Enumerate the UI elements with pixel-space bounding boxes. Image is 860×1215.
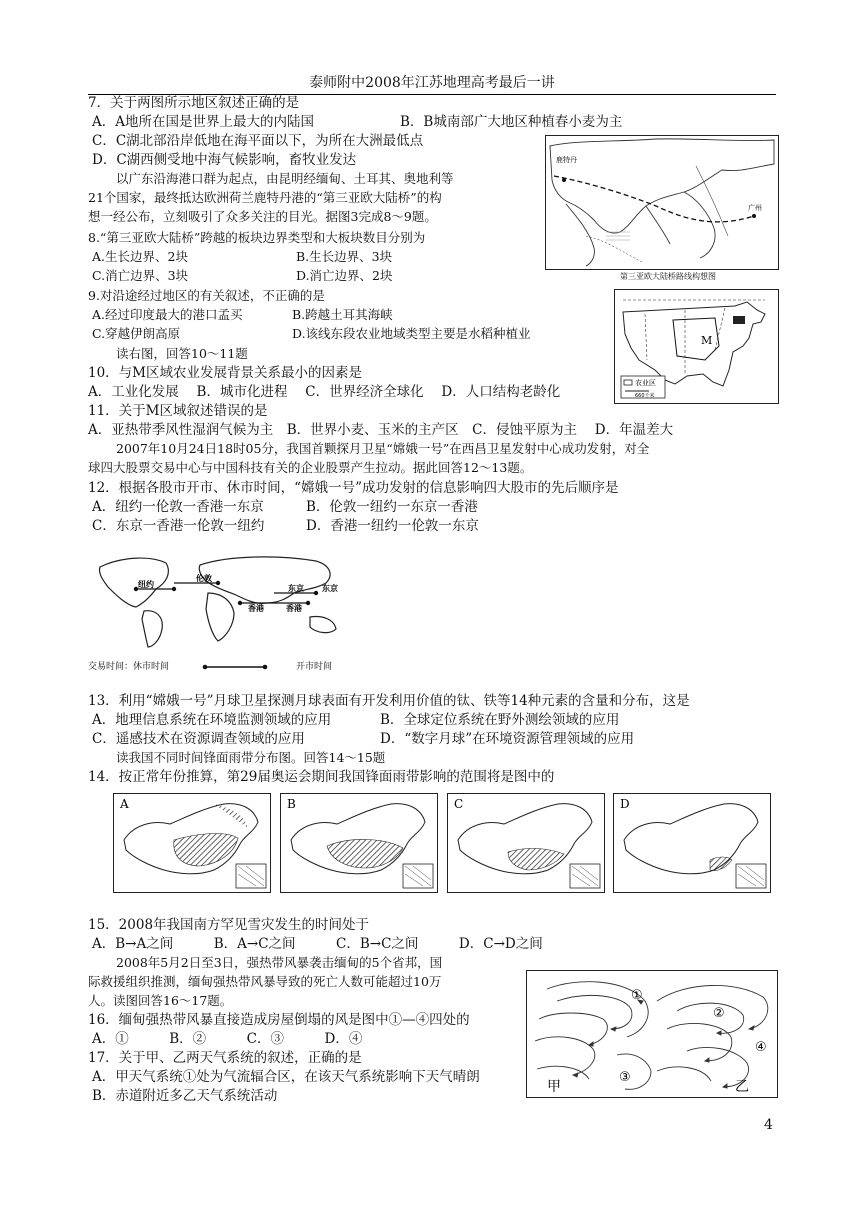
q15-options: A．B→A之间 B．A→C之间 C．B→C之间 D．C→D之间 (92, 936, 543, 952)
bridge-map-caption: 第三亚欧大陆桥路线构想图 (620, 272, 716, 281)
q9-stem: 9.对沿途经过地区的有关叙述，不正确的是 (88, 288, 325, 303)
city-label-hongkong-left: 香港 (248, 604, 264, 613)
stock-legend-right: 开市时间 (296, 662, 333, 672)
intro-16-line3: 人。读图回答16～17题。 (88, 993, 233, 1008)
q7-option-d: D．C湖西侧受地中海气候影响，畜牧业发达 (92, 152, 357, 168)
intro-16-line2: 际救援组织推测，缅甸强热带风暴导致的死亡人数可能超过10万 (88, 974, 442, 989)
city-label-hongkong-right: 香港 (286, 604, 302, 613)
weather-systems-figure (526, 970, 778, 1098)
intro-8-line3: 想一经公布，立刻吸引了众多关注的目光。据图3完成8～9题。 (88, 209, 437, 224)
weather-mark-4: ④ (755, 1040, 767, 1055)
rainbelt-label-b: B (287, 797, 296, 811)
usa-legend-label: 农业区 (635, 379, 656, 387)
q9-option-b: B.跨越土耳其海峡 (292, 307, 393, 322)
q13-stem: 13．利用“嫦娥一号”月球卫星探测月球表面有开发利用价值的钛、铁等14种元素的含量和分布，这是 (88, 693, 690, 709)
q9-option-d: D.该线东段农业地域类型主要是水稻种植业 (292, 326, 531, 341)
rainbelt-label-a: A (120, 797, 129, 811)
q9-option-a: A.经过印度最大的港口孟买 (92, 307, 243, 322)
q8-option-a: A.生长边界、2块 (92, 249, 188, 264)
q11-options: A．亚热带季风性湿润气候为主 B．世界小麦、玉米的主产区 C．侵蚀平原为主 D．年温差大 (88, 422, 674, 438)
eurasia-bridge-map (545, 135, 779, 270)
city-label-london: 伦敦 (196, 574, 212, 583)
q17-option-a: A．甲天气系统①处为气流辐合区，在该天气系统影响下天气晴朗 (92, 1069, 480, 1085)
intro-12-line2: 球四大股票交易中心与中国科技有关的企业股票产生拉动。据此回答12～13题。 (88, 460, 533, 475)
intro-10: 读右图，回答10～11题 (116, 346, 248, 361)
city-label-tokyo-left: 东京 (288, 584, 304, 593)
world-stock-map (90, 549, 362, 649)
q8-option-b: B.生长边界、3块 (296, 249, 393, 264)
q14-stem: 14．按正常年份推算，第29届奥运会期间我国锋面雨带影响的范围将是图中的 (88, 769, 555, 785)
page-number: 4 (764, 1117, 773, 1133)
weather-mark-2: ② (713, 1006, 725, 1021)
stock-legend-left: 交易时间：休市时间 (88, 662, 170, 672)
bridge-label-rotterdam: 鹿特丹 (556, 156, 577, 164)
usa-scale-label: 660千米 (635, 393, 655, 399)
bridge-label-guangzhou: 广州 (748, 204, 762, 212)
weather-label-yi: 乙 (735, 1079, 749, 1095)
rainbelt-label-d: D (620, 797, 630, 811)
q16-options: A．① B．② C．③ D．④ (92, 1031, 363, 1047)
rainbelt-label-c: C (454, 797, 464, 811)
rainbelt-panel-c (447, 793, 605, 893)
q10-stem: 10．与M区域农业发展背景关系最小的因素是 (88, 365, 363, 381)
q13-option-a: A．地理信息系统在环境监测领域的应用 (92, 712, 332, 728)
city-label-newyork: 纽约 (138, 580, 154, 589)
rainbelt-panel-a (113, 793, 271, 893)
q12-stem: 12．根据各股市开市、休市时间，“嫦娥一号”成功发射的信息影响四大股市的先后顺序是 (88, 480, 619, 496)
q10-options: A．工业化发展 B．城市化进程 C．世界经济全球化 D．人口结构老龄化 (88, 384, 561, 400)
rainbelt-panel-b (280, 793, 438, 893)
q8-stem: 8.“第三亚欧大陆桥”跨越的板块边界类型和大板块数目分别为 (88, 230, 426, 245)
q8-option-d: D.消亡边界、2块 (296, 268, 393, 283)
stock-legend-line (202, 662, 268, 672)
q13-option-c: C．遥感技术在资源调查领域的应用 (92, 731, 305, 747)
weather-mark-1: ① (631, 988, 643, 1003)
intro-16-line1: 2008年5月2日至3日，强热带风暴袭击缅甸的5个省邦，国 (116, 955, 443, 970)
intro-14: 读我国不同时间锋面雨带分布图。回答14～15题 (116, 750, 386, 765)
q13-option-d: D．“数字月球”在环境资源管理领域的应用 (380, 731, 635, 747)
q13-option-b: B．全球定位系统在野外测绘领域的应用 (380, 712, 620, 728)
intro-12-line1: 2007年10月24日18时05分，我国首颗探月卫星“嫦娥一号”在西昌卫星发射中心成功发射，对全 (116, 441, 650, 456)
weather-label-jia: 甲 (547, 1079, 561, 1095)
q12-option-b: B．伦敦一纽约一东京一香港 (306, 499, 478, 515)
q15-stem: 15．2008年我国南方罕见雪灾发生的时间处于 (88, 917, 370, 933)
q12-option-c: C．东京一香港一伦敦一纽约 (92, 518, 265, 534)
q12-option-a: A．纽约一伦敦一香港一东京 (92, 499, 264, 515)
usa-region-m-label: M (701, 334, 713, 347)
intro-8-line1: 以广东沿海港口群为起点，由昆明经缅甸、土耳其、奥地利等 (116, 171, 454, 186)
q7-option-b: B．B城南部广大地区种植春小麦为主 (400, 114, 623, 130)
weather-mark-3: ③ (619, 1070, 631, 1085)
q8-option-c: C.消亡边界、3块 (92, 268, 189, 283)
q12-option-d: D．香港一纽约一伦敦一东京 (306, 518, 479, 534)
usa-map (614, 289, 779, 404)
q7-option-c: C．C湖北部沿岸低地在海平面以下，为所在大洲最低点 (92, 133, 424, 149)
q9-option-c: C.穿越伊朗高原 (92, 326, 181, 341)
q7-stem: 7．关于两图所示地区叙述正确的是 (88, 95, 300, 111)
q17-option-b: B．赤道附近多乙天气系统活动 (92, 1088, 278, 1104)
rainbelt-panel-d (613, 793, 771, 893)
q11-stem: 11．关于M区域叙述错误的是 (88, 403, 268, 419)
page-header: 泰师附中2008年江苏地理高考最后一讲 (88, 72, 776, 95)
intro-8-line2: 21个国家，最终抵达欧洲荷兰鹿特丹港的“第三亚欧大陆桥”的构 (88, 190, 442, 205)
city-label-tokyo-right: 东京 (322, 584, 338, 593)
q16-stem: 16．缅甸强热带风暴直接造成房屋倒塌的风是图中①—④四处的 (88, 1012, 470, 1028)
q17-stem: 17．关于甲、乙两天气系统的叙述，正确的是 (88, 1050, 362, 1066)
q7-option-a: A．A地所在国是世界上最大的内陆国 (92, 114, 314, 130)
